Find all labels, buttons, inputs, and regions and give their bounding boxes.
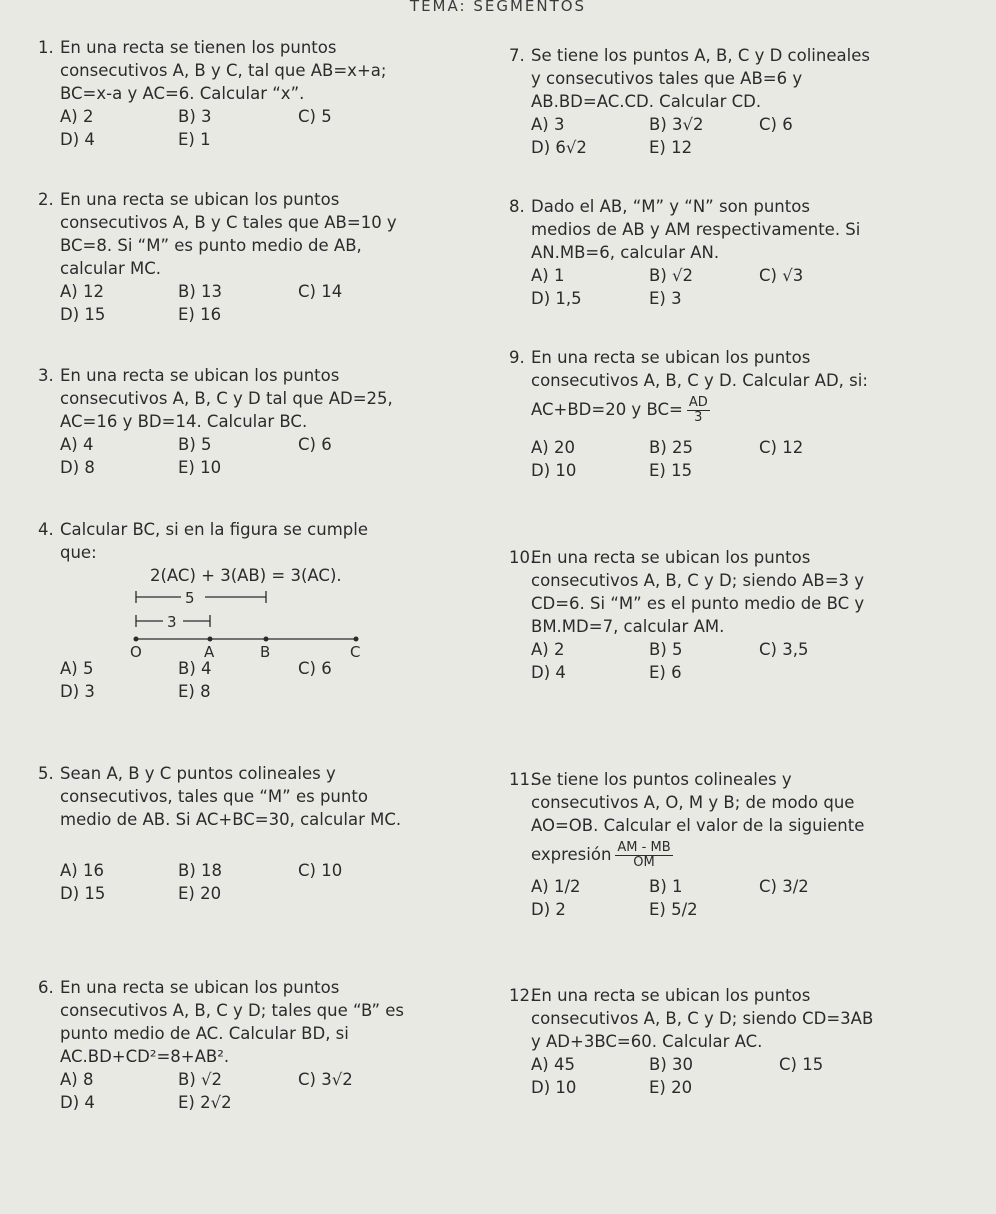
problem-number: 3.: [38, 366, 54, 385]
problem-text: AN.MB=6, calcular AN.: [531, 243, 720, 262]
option-d: D) 2: [531, 900, 566, 919]
option-d: D) 6√2: [531, 138, 587, 157]
option-d: D) 3: [60, 682, 95, 701]
option-d: D) 1,5: [531, 289, 582, 308]
problem-text: Calcular BC, si en la figura se cumple: [60, 520, 368, 539]
problem-text: BC=8. Si “M” es punto medio de AB,: [60, 236, 362, 255]
fraction: [615, 841, 672, 870]
option-a: A) 45: [531, 1055, 575, 1074]
option-d: D) 4: [60, 1093, 95, 1112]
option-e: E) 8: [178, 682, 211, 701]
fraction-denominator: OM: [633, 855, 655, 870]
option-e: E) 6: [649, 663, 682, 682]
problem-text: En una recta se ubican los puntos: [60, 978, 340, 997]
option-c: C) 5: [298, 107, 332, 126]
problem-number: 4.: [38, 520, 54, 539]
option-d: D) 4: [60, 130, 95, 149]
point-label-a: A: [204, 643, 215, 661]
option-a: A) 3: [531, 115, 565, 134]
problem-text: consecutivos A, O, M y B; de modo que: [531, 793, 855, 812]
problem-number: 9.: [509, 348, 525, 367]
problem-text: y AD+3BC=60. Calcular AC.: [531, 1032, 763, 1051]
problem-text: calcular MC.: [60, 259, 162, 278]
problem-text: consecutivos A, B, C y D; siendo CD=3AB: [531, 1009, 874, 1028]
problem-text: BM.MD=7, calcular AM.: [531, 617, 725, 636]
problem-text: En una recta se ubican los puntos: [531, 986, 811, 1005]
option-b: B) 3√2: [649, 115, 704, 134]
option-a: A) 16: [60, 861, 104, 880]
problem-number: 8.: [509, 197, 525, 216]
problem-5: [38, 762, 401, 905]
problem-text: AO=OB. Calcular el valor de la siguiente: [531, 816, 865, 835]
option-c: C) 6: [759, 115, 793, 134]
problem-text: consecutivos A, B, C y D; siendo AB=3 y: [531, 571, 865, 590]
problem-3: [38, 364, 393, 479]
problem-text: BC=x-a y AC=6. Calcular “x”.: [60, 84, 305, 103]
problem-text: CD=6. Si “M” es el punto medio de BC y: [531, 594, 865, 613]
problem-number: 12.: [509, 986, 536, 1005]
option-b: B) 3: [178, 107, 212, 126]
option-c: C) 3/2: [759, 877, 809, 896]
condition-text: AC+BD=20 y BC=: [531, 400, 683, 419]
option-c: C) 3,5: [759, 640, 809, 659]
option-c: C) 14: [298, 282, 343, 301]
problem-text: consecutivos A, B, C y D tal que AD=25,: [60, 389, 393, 408]
problem-10: [509, 546, 864, 684]
problem-1: [38, 36, 386, 151]
option-e: E) 3: [649, 289, 682, 308]
option-b: B) 13: [178, 282, 222, 301]
option-c: C) √3: [759, 266, 804, 285]
option-c: C) 6: [298, 659, 332, 678]
option-b: B) 25: [649, 438, 693, 457]
problem-text: Se tiene los puntos colineales y: [531, 770, 792, 789]
option-d: D) 4: [531, 663, 566, 682]
option-e: E) 20: [649, 1078, 693, 1097]
problem-number: 5.: [38, 764, 54, 783]
option-e: E) 12: [649, 138, 693, 157]
option-e: E) 2√2: [178, 1093, 232, 1112]
problem-text: medio de AB. Si AC+BC=30, calcular MC.: [60, 810, 402, 829]
problem-7: [509, 44, 870, 159]
option-a: A) 8: [60, 1070, 94, 1089]
problem-number: 11.: [509, 770, 536, 789]
problem-text: consecutivos A, B y C tales que AB=10 y: [60, 213, 397, 232]
option-b: B) √2: [178, 1070, 223, 1089]
problem-text: Sean A, B y C puntos colineales y: [60, 764, 336, 783]
problem-number: 2.: [38, 190, 54, 209]
option-a: A) 5: [60, 659, 94, 678]
option-b: B) 5: [649, 640, 683, 659]
problem-9: [509, 346, 868, 482]
option-d: D) 8: [60, 458, 95, 477]
option-a: A) 1/2: [531, 877, 581, 896]
problem-text: que:: [60, 543, 97, 562]
option-a: A) 20: [531, 438, 575, 457]
problem-number: 10.: [509, 548, 536, 567]
problem-11: [509, 768, 864, 921]
option-c: C) 3√2: [298, 1070, 353, 1089]
fraction-numerator: AD: [688, 395, 708, 410]
option-b: B) 30: [649, 1055, 693, 1074]
problem-12: [509, 984, 873, 1099]
option-c: C) 12: [759, 438, 804, 457]
option-a: A) 12: [60, 282, 104, 301]
option-a: A) 2: [531, 640, 565, 659]
problem-text: AB.BD=AC.CD. Calcular CD.: [531, 92, 762, 111]
option-b: B) √2: [649, 266, 694, 285]
segment-figure: [128, 587, 428, 661]
problem-text: consecutivos A, B y C, tal que AB=x+a;: [60, 61, 387, 80]
expression-label: expresión: [531, 845, 612, 864]
problem-text: En una recta se ubican los puntos: [531, 548, 811, 567]
option-e: E) 10: [178, 458, 222, 477]
point-label-c: C: [350, 643, 361, 661]
fraction-numerator: AM - MB: [617, 840, 671, 855]
option-a: A) 1: [531, 266, 565, 285]
problem-text: consecutivos A, B, C y D. Calcular AD, si:: [531, 371, 868, 390]
expression: [509, 837, 864, 873]
problem-text: AC=16 y BD=14. Calcular BC.: [60, 412, 308, 431]
problem-2: [38, 188, 397, 326]
option-e: E) 1: [178, 130, 211, 149]
option-a: A) 2: [60, 107, 94, 126]
condition: [509, 392, 868, 428]
problem-6: [38, 976, 404, 1114]
problem-4: [38, 518, 428, 703]
page-title: TEMA: SEGMENTOS: [409, 0, 587, 15]
problem-text: consecutivos, tales que “M” es punto: [60, 787, 368, 806]
option-b: B) 18: [178, 861, 222, 880]
fraction: [687, 396, 710, 425]
fraction-denominator: 3: [694, 410, 703, 425]
option-b: B) 4: [178, 659, 212, 678]
problem-text: En una recta se tienen los puntos: [60, 38, 337, 57]
problem-text: En una recta se ubican los puntos: [531, 348, 811, 367]
option-c: C) 10: [298, 861, 343, 880]
option-d: D) 15: [60, 305, 106, 324]
problem-text: consecutivos A, B, C y D; tales que “B” es: [60, 1001, 405, 1020]
problem-text: AC.BD+CD²=8+AB².: [60, 1047, 230, 1066]
option-a: A) 4: [60, 435, 94, 454]
option-e: E) 5/2: [649, 900, 698, 919]
label-top-length: 5: [185, 589, 195, 607]
option-d: D) 10: [531, 461, 577, 480]
problem-text: punto medio de AC. Calcular BD, si: [60, 1024, 349, 1043]
option-b: B) 5: [178, 435, 212, 454]
problem-text: Dado el AB, “M” y “N” son puntos: [531, 197, 810, 216]
problem-number: 6.: [38, 978, 54, 997]
problem-text: Se tiene los puntos A, B, C y D colineales: [531, 46, 870, 65]
point-label-o: O: [130, 643, 142, 661]
problem-number: 7.: [509, 46, 525, 65]
problem-text: medios de AB y AM respectivamente. Si: [531, 220, 861, 239]
option-c: C) 15: [779, 1055, 824, 1074]
option-e: E) 16: [178, 305, 222, 324]
point-label-b: B: [260, 643, 271, 661]
option-d: D) 10: [531, 1078, 577, 1097]
problem-text: En una recta se ubican los puntos: [60, 366, 340, 385]
problem-number: 1.: [38, 38, 54, 57]
option-e: E) 15: [649, 461, 693, 480]
equation: 2(AC) + 3(AB) = 3(AC).: [150, 566, 342, 585]
problem-text: En una recta se ubican los puntos: [60, 190, 340, 209]
option-d: D) 15: [60, 884, 106, 903]
option-c: C) 6: [298, 435, 332, 454]
option-e: E) 20: [178, 884, 222, 903]
option-b: B) 1: [649, 877, 683, 896]
problem-text: y consecutivos tales que AB=6 y: [531, 69, 803, 88]
label-bottom-length: 3: [167, 613, 177, 631]
problem-8: [509, 195, 860, 310]
